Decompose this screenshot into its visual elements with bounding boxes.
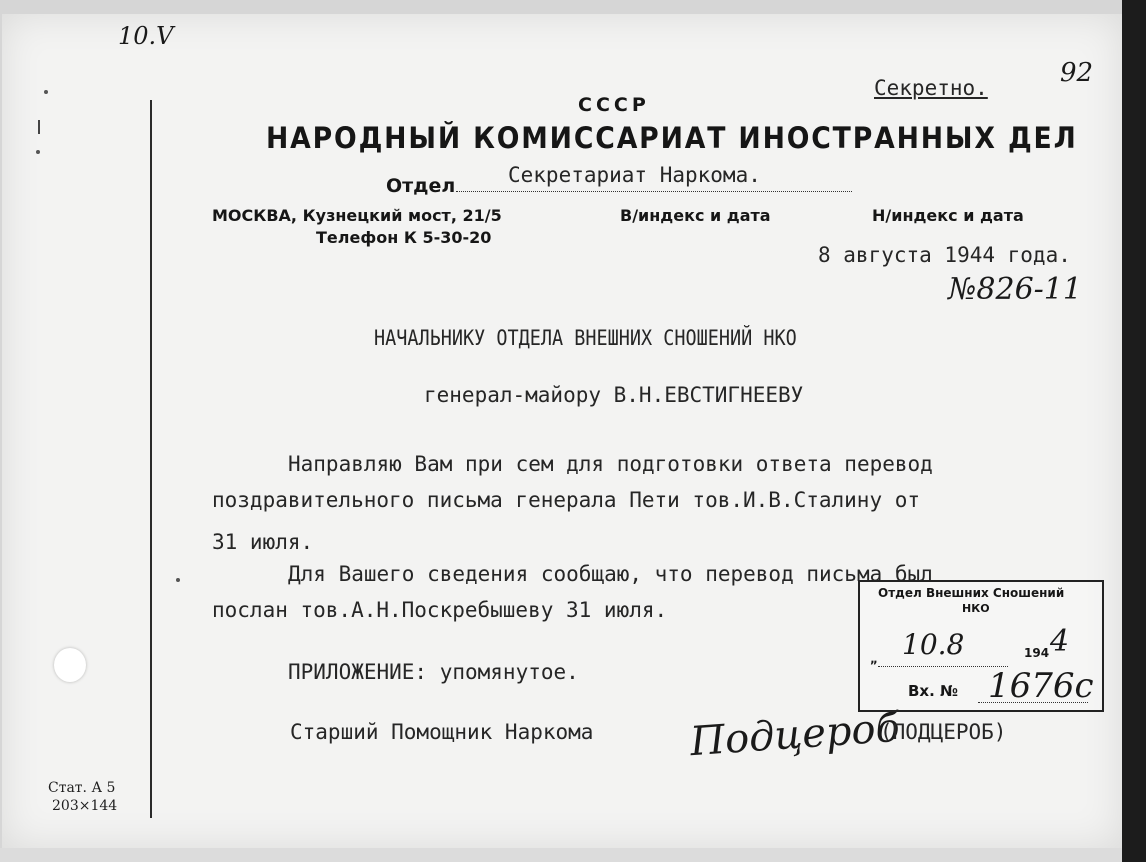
department-dotted-line [456, 191, 852, 192]
handwritten-signature: Подцероб [688, 704, 902, 766]
body-line: Для Вашего сведения сообщаю, что перевод письма был [288, 562, 933, 586]
scan-edge [1122, 0, 1146, 862]
outgoing-number-handwritten: №826-11 [948, 272, 1082, 307]
registration-stamp [858, 580, 1104, 712]
attachment-note: ПРИЛОЖЕНИЕ: упомянутое. [288, 660, 579, 684]
classification-mark: Секретно. [874, 76, 988, 100]
fold-mark [38, 120, 50, 134]
form-code: Стат. А 5 [48, 780, 116, 796]
signatory-role: Старший Помощник Наркома [290, 720, 594, 744]
incoming-index-label: В/индекс и дата [620, 206, 771, 225]
phone: Телефон К 5-30-20 [316, 228, 492, 247]
archive-ref-handwritten: 10.V [118, 22, 174, 50]
page-number-handwritten: 92 [1060, 58, 1094, 88]
body-line: 31 июля. [212, 530, 314, 554]
speck [176, 578, 180, 582]
stamp-sub: НКО [962, 602, 990, 615]
body-line: поздравительного письма генерала Пети тов.И.В.Сталину от [212, 488, 921, 512]
body-line: Направляю Вам при сем для подготовки ответа перевод [288, 452, 933, 476]
stamp-year-handwritten: 4 [1050, 624, 1070, 659]
country-heading: СССР [578, 94, 650, 116]
binder-hole [54, 648, 86, 682]
scan-border [0, 848, 1146, 862]
department-label: Отдел [386, 175, 456, 197]
addressee-name: генерал-майору В.Н.ЕВСТИГНЕЕВУ [424, 383, 804, 407]
document-date: 8 августа 1944 года. [818, 243, 1071, 267]
signatory-name: (ПОДЦЕРОБ) [880, 720, 1007, 744]
stamp-year-prefix: 194 [1024, 646, 1050, 660]
margin-rule [150, 100, 152, 818]
stamp-org: Отдел Внешних Сношений [878, 586, 1065, 600]
body-line: послан тов.А.Н.Поскребышеву 31 июля. [212, 598, 668, 622]
form-size: 203×144 [52, 798, 118, 814]
outgoing-index-label: Н/индекс и дата [872, 206, 1024, 225]
stamp-incoming-label: Вх. № [908, 682, 959, 700]
speck [36, 150, 40, 154]
addressee-title: НАЧАЛЬНИКУ ОТДЕЛА ВНЕШНИХ СНОШЕНИЙ НКО [374, 326, 797, 350]
address: МОСКВА, Кузнецкий мост, 21/5 [212, 206, 502, 225]
institution-heading: НАРОДНЫЙ КОМИССАРИАТ ИНОСТРАННЫХ ДЕЛ [266, 121, 1078, 155]
department-value: Секретариат Наркома. [508, 163, 761, 187]
stamp-date-handwritten: 10.8 [902, 628, 965, 661]
stamp-incoming-number: 1676с [988, 666, 1094, 706]
speck [44, 90, 48, 94]
stamp-quote: „ [870, 652, 878, 666]
